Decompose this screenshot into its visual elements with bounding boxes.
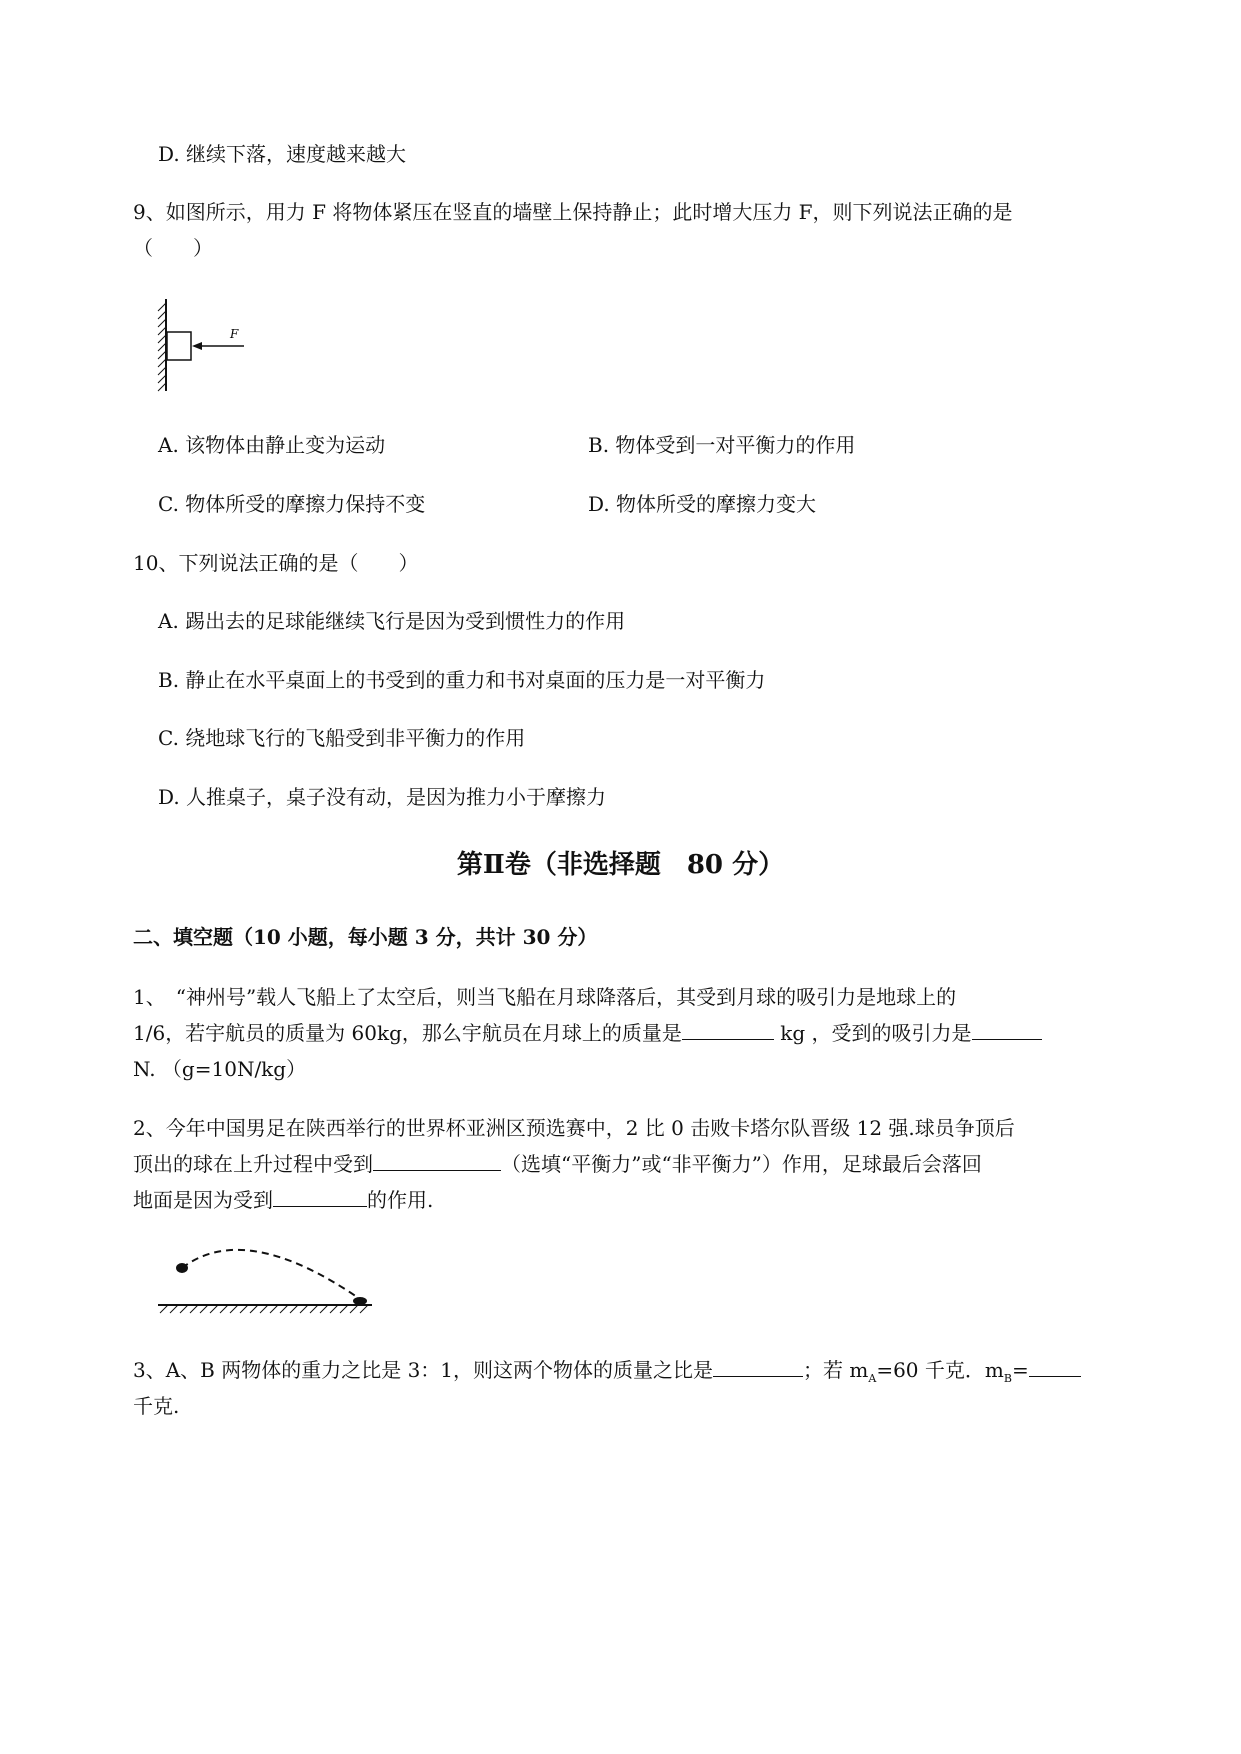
wall-block-figure [150, 295, 260, 395]
q9-stem-line2: （ ） [133, 236, 213, 260]
q10-option-d: D. 人推桌子，桌子没有动，是因为推力小于摩擦力 [158, 785, 607, 809]
part2-title: 第Ⅱ卷（非选择题 80 分） [456, 850, 785, 880]
q10-option-b: B. 静止在水平桌面上的书受到的重力和书对桌面的压力是一对平衡力 [158, 668, 766, 692]
f1-line1: 1、 “神州号”载人飞船上了太空后，则当飞船在月球降落后，其受到月球的吸引力是地球上的 [133, 985, 957, 1009]
answer-blank[interactable] [373, 1150, 501, 1171]
answer-blank[interactable] [1029, 1356, 1081, 1377]
f2-line3: 地面是因为受到 的作用. [133, 1188, 434, 1212]
q9-option-a: A. 该物体由静止变为运动 [158, 433, 386, 457]
q8-option-d: D. 继续下落，速度越来越大 [158, 142, 407, 166]
answer-blank[interactable] [273, 1186, 367, 1207]
f2-line1: 2、今年中国男足在陕西举行的世界杯亚洲区预选赛中，2 比 0 击败卡塔尔队晋级 12 强.球员争顶后 [133, 1116, 1015, 1140]
q10-stem: 10、下列说法正确的是（ ） [133, 551, 419, 575]
f2-line2: 顶出的球在上升过程中受到 （选填“平衡力”或“非平衡力”）作用，足球最后会落回 [133, 1152, 982, 1176]
q10-option-c: C. 绕地球飞行的飞船受到非平衡力的作用 [158, 726, 526, 750]
f1-line2: 1/6，若宇航员的质量为 60kg，那么宇航员在月球上的质量是 kg ，受到的吸引力是 [133, 1019, 1042, 1047]
q10-option-a: A. 踢出去的足球能继续飞行是因为受到惯性力的作用 [158, 609, 626, 633]
q9-option-b: B. 物体受到一对平衡力的作用 [588, 433, 856, 457]
q9-option-d: D. 物体所受的摩擦力变大 [588, 492, 817, 516]
q9-option-c: C. 物体所受的摩擦力保持不变 [158, 492, 426, 516]
f1-line3: N. （g=10N/kg） [133, 1057, 307, 1081]
answer-blank[interactable] [682, 1019, 774, 1040]
f3-line2: 千克. [133, 1394, 180, 1418]
section-heading: 二、填空题（10 小题，每小题 3 分，共计 30 分） [133, 925, 598, 949]
answer-blank[interactable] [713, 1356, 803, 1377]
ball-trajectory-figure [150, 1235, 380, 1320]
answer-blank[interactable] [972, 1019, 1042, 1040]
f3-line1: 3、A、B 两物体的重力之比是 3：1，则这两个物体的质量之比是 ；若 $m_A=60$ 千克．$m_B=$ [133, 1356, 1081, 1393]
force-label: F [230, 327, 239, 341]
q9-stem-line1: 9、如图所示，用力 F 将物体紧压在竖直的墙壁上保持静止；此时增大压力 F，则下列说法正确的是 [133, 200, 1013, 224]
